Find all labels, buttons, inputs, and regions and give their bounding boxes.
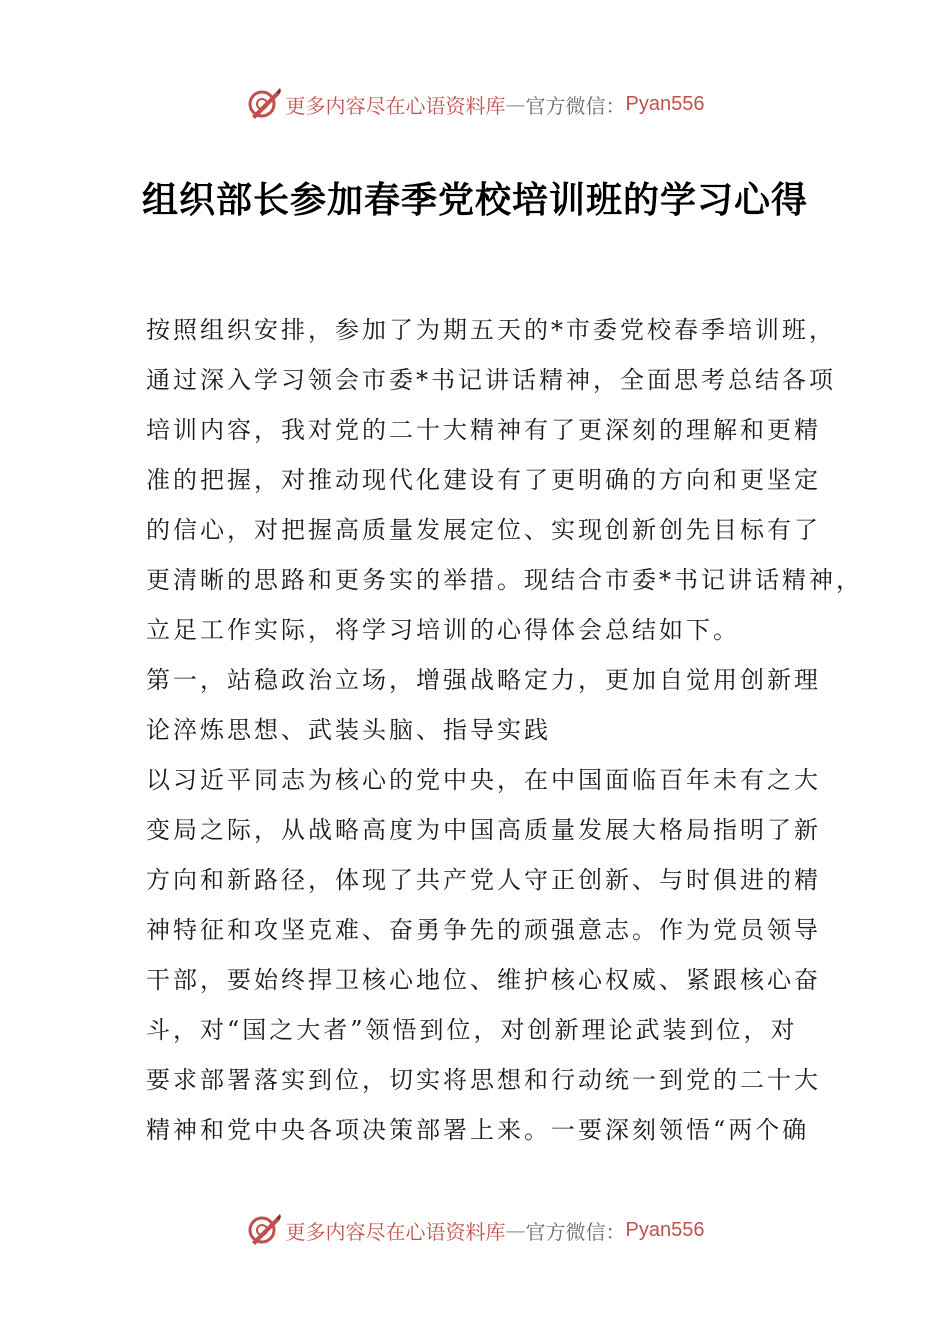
body-line: 要求部署落实到位，切实将思想和行动统一到党的二十大: [146, 1066, 821, 1094]
document-title: 组织部长参加春季党校培训班的学习心得: [141, 180, 808, 221]
watermark-label: 官方微信：: [525, 1219, 626, 1244]
body-line: 精神和党中央各项决策部署上来。一要深刻领悟“两个确: [146, 1116, 810, 1144]
watermark-main-text: 更多内容尽在心语资料库: [285, 93, 506, 118]
body-line: 按照组织安排，参加了为期五天的*市委党校春季培训班，: [146, 316, 836, 344]
body-line: 变局之际，从战略高度为中国高质量发展大格局指明了新: [146, 816, 821, 844]
body-line: 干部，要始终捍卫核心地位、维护核心权威、紧跟核心奋: [146, 966, 821, 994]
pen-logo-icon: [246, 1212, 282, 1248]
body-line: 斗，对“国之大者”领悟到位，对创新理论武装到位，对: [146, 1016, 798, 1044]
body-line: 培训内容，我对党的二十大精神有了更深刻的理解和更精: [146, 416, 821, 444]
watermark-label: 官方微信：: [525, 93, 626, 118]
body-line: 通过深入学习领会市委*书记讲话精神，全面思考总结各项: [146, 366, 836, 394]
document-body: [146, 305, 863, 1155]
section-heading-line: 论淬炼思想、武装头脑、指导实践: [146, 716, 551, 744]
watermark-dash: —: [505, 92, 526, 116]
body-line: 方向和新路径，体现了共产党人守正创新、与时俱进的精: [146, 866, 821, 894]
header-watermark-banner: [0, 84, 950, 124]
section-heading-line: 第一，站稳政治立场，增强战略定力，更加自觉用创新理: [146, 666, 821, 694]
body-line: 更清晰的思路和更务实的举措。现结合市委*书记讲话精神，: [146, 566, 863, 594]
pen-logo-icon: [246, 86, 282, 122]
body-line: 神特征和攻坚克难、奋勇争先的顽强意志。作为党员领导: [146, 916, 821, 944]
body-line: 的信心，对把握高质量发展定位、实现创新创先目标有了: [146, 516, 821, 544]
watermark-main-text: 更多内容尽在心语资料库: [285, 1219, 506, 1244]
body-line: 以习近平同志为核心的党中央，在中国面临百年未有之大: [146, 766, 821, 794]
watermark-wechat-id: Pyan556: [625, 1218, 705, 1241]
body-line: 准的把握，对推动现代化建设有了更明确的方向和更坚定: [146, 466, 821, 494]
watermark-dash: —: [505, 1218, 526, 1242]
watermark-wechat-id: Pyan556: [625, 92, 705, 115]
footer-watermark-banner: [0, 1210, 950, 1250]
body-line: 立足工作实际，将学习培训的心得体会总结如下。: [146, 616, 740, 644]
